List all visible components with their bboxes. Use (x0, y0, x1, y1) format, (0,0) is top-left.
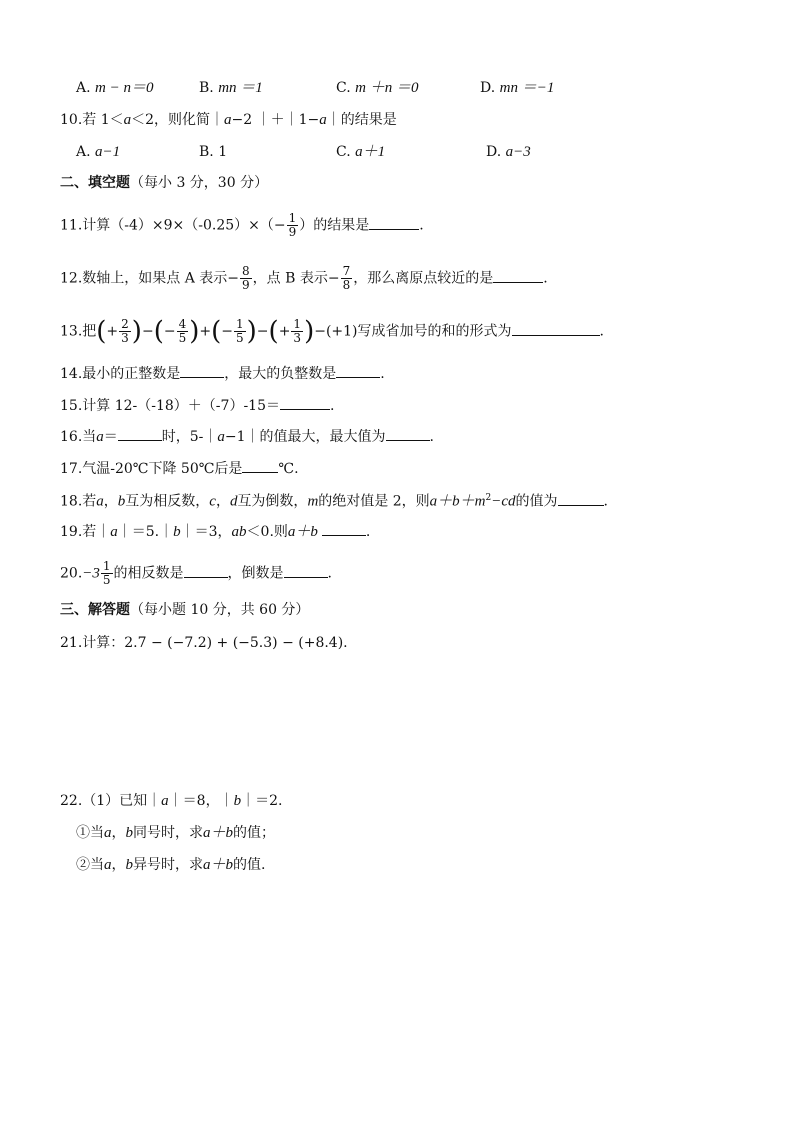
q16: 16.当a＝ 时，5-｜a−1｜的值最大，最大值为 . (60, 426, 434, 446)
q17-answer-blank[interactable] (242, 458, 278, 473)
q22-sub-1: ①当a，b同号时，求a＋b的值； (76, 825, 276, 841)
q13: 13.把(+ $\frac{2}{3}$ )−(− $\frac{4}{5}$ )+(− $\frac{1}{5}$ )−(+ $\frac{1}{3}$ )−(+1)写成省加号的和的形式为 . (60, 316, 604, 347)
q19: 19.若｜a｜＝5.｜b｜＝3，ab＜0.则a＋b . (60, 521, 370, 541)
q16-blank-1[interactable] (118, 426, 162, 441)
q11-fraction: $\frac{1}{9}$ (288, 211, 297, 239)
q20: 20.−3 $\frac{1}{5}$ 的相反数是 ，倒数是 . (60, 559, 332, 587)
q11-answer-blank[interactable] (369, 215, 419, 230)
q14: 14.最小的正整数是 ，最大的负整数是 . (60, 363, 385, 383)
q10-option-b[interactable]: B. 1 (199, 144, 228, 160)
q10-option-d[interactable]: D. a−3 (486, 144, 531, 160)
q14-blank-2[interactable] (336, 363, 380, 378)
q16-blank-2[interactable] (386, 426, 430, 441)
section-2-heading: 二、填空题（每小 3 分，30 分） (60, 175, 269, 191)
q10-option-a[interactable]: A. a−1 (76, 144, 121, 160)
q22-stem: 22.（1）已知｜a｜＝8，｜b｜＝2. (60, 793, 283, 809)
q9-option-d[interactable]: D. mn ＝−1 (480, 80, 555, 96)
q20-blank-1[interactable] (184, 563, 228, 578)
section-3-heading: 三、解答题（每小题 10 分，共 60 分） (60, 602, 310, 618)
q9-option-b[interactable]: B. mn ＝1 (199, 80, 263, 96)
q10-stem: 10.若 1＜a＜2，则化简｜a−2 ｜＋｜1−a｜的结果是 (60, 112, 397, 128)
q11: 11.计算（-4）×9×（-0.25）×（− $\frac{1}{9}$ ）的结果是 . (60, 211, 424, 239)
q18: 18.若a，b互为相反数，c，d互为倒数，m的绝对值是 2，则$a+b+m^2-cd$的值为 . (60, 489, 608, 511)
q9-option-a[interactable]: A. m − n＝0 (76, 80, 154, 96)
q12-fraction-a: $\frac{8}{9}$ (242, 264, 250, 292)
q13-answer-blank[interactable] (512, 321, 600, 336)
q10-option-c[interactable]: C. a＋1 (336, 144, 386, 160)
q14-blank-1[interactable] (180, 363, 224, 378)
q18-answer-blank[interactable] (558, 491, 604, 506)
q19-answer-blank[interactable] (322, 521, 366, 536)
q12-answer-blank[interactable] (493, 268, 543, 283)
q21: 21.计算：2.7 − (−7.2) + (−5.3) − (+8.4). (60, 635, 348, 651)
q20-fraction: $\frac{1}{5}$ (102, 559, 111, 587)
q20-blank-2[interactable] (284, 563, 328, 578)
q9-option-c[interactable]: C. m ＋n ＝0 (336, 80, 419, 96)
q22-sub-2: ②当a，b异号时，求a＋b的值. (76, 857, 266, 873)
q17: 17.气温-20℃下降 50℃后是 ℃. (60, 458, 299, 478)
q12: 12.数轴上，如果点 A 表示− $\frac{8}{9}$ ，点 B 表示− $\frac{7}{8}$ ，那么离原点较近的是 . (60, 264, 548, 292)
q15-answer-blank[interactable] (280, 395, 330, 410)
q15: 15.计算 12-（-18）＋（-7）-15＝ . (60, 395, 334, 415)
q12-fraction-b: $\frac{7}{8}$ (342, 264, 351, 292)
